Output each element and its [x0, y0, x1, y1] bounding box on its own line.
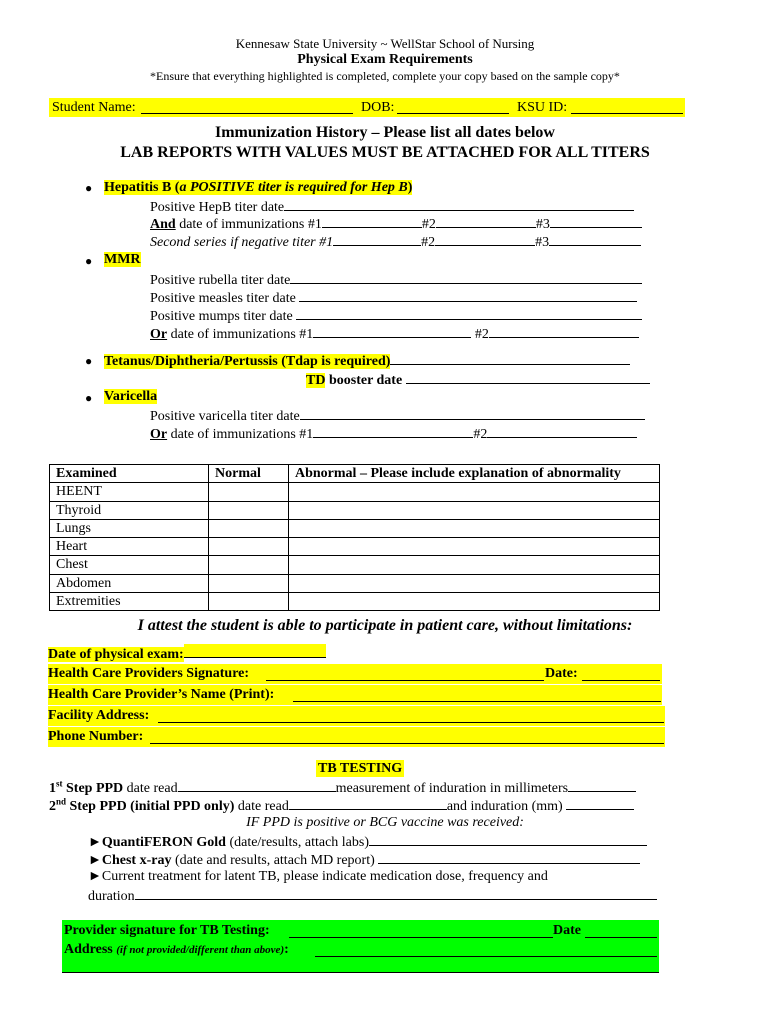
step1-read-label: date read: [123, 781, 178, 796]
provider-name-field[interactable]: [293, 701, 661, 702]
normal-cell[interactable]: [209, 556, 289, 574]
step2-label: Step PPD (initial PPD only): [66, 799, 235, 814]
hepb-imm-label: date of immunizations #1: [175, 217, 322, 232]
abnormal-cell[interactable]: [289, 556, 660, 574]
mmr-imm-row: [150, 324, 639, 343]
rubella-label: Positive rubella titer date: [150, 273, 291, 288]
mmr-imm2-label: #2: [474, 327, 489, 342]
hepb-imm-row: [150, 214, 642, 233]
date-exam-row: [48, 644, 326, 664]
varicella-label: Varicella: [104, 389, 158, 404]
hepb-note: a POSITIVE titer is required for Hep B: [179, 180, 408, 195]
institution-name: Kennesaw State University ~ WellStar School of Nursing: [235, 36, 535, 51]
student-name-field[interactable]: [141, 98, 353, 114]
phone-label: Phone Number:: [48, 729, 144, 744]
td-booster-label: booster date: [325, 373, 403, 388]
hepb-second-row: [150, 232, 641, 251]
varicella-titer-row: [150, 406, 645, 425]
page-title: Physical Exam Requirements: [297, 52, 473, 67]
duration-label: duration: [88, 889, 135, 904]
phone-row: [48, 727, 665, 747]
header-abnormal: Abnormal – Please include explanation of abnormality: [289, 465, 660, 483]
xray-field[interactable]: [378, 850, 640, 864]
quantiferon-label: ►QuantiFERON Gold: [88, 835, 226, 850]
mmr-mumps-row: [150, 306, 642, 325]
step2-ind-label: and induration (mm): [446, 799, 563, 814]
row-label: Heart: [50, 538, 209, 556]
bullet-icon: ●: [85, 354, 93, 368]
tb-title: TB TESTING: [318, 761, 403, 776]
quantiferon-field[interactable]: [369, 832, 647, 846]
hepb-second2-field[interactable]: [435, 232, 535, 246]
immunization-title: Immunization History – Please list all dates below: [215, 124, 555, 141]
tb-provider-box: [62, 920, 659, 973]
abnormal-cell[interactable]: [289, 593, 660, 611]
hepb-imm1-field[interactable]: [322, 214, 422, 228]
mmr-or: Or: [150, 327, 168, 342]
signature-date-label: Date:: [545, 666, 578, 681]
measles-label: Positive measles titer date: [150, 291, 296, 306]
hepb-label: Hepatitis B (a POSITIVE titer is required for Hep B): [104, 180, 413, 195]
tb-address-field-2[interactable]: [62, 957, 659, 973]
row-label: Extremities: [50, 593, 209, 611]
quantiferon-note: (date/results, attach labs): [225, 835, 369, 850]
header-examined: Examined: [50, 465, 209, 483]
step1-label: Step PPD: [62, 781, 124, 796]
hepb-heading: [104, 179, 412, 196]
ppd-note: IF PPD is positive or BCG vaccine was received:: [246, 815, 524, 830]
table-row: [50, 538, 660, 556]
step2-ind-field[interactable]: [566, 796, 634, 810]
mmr-imm2-field[interactable]: [489, 324, 639, 338]
tb-date-field[interactable]: [585, 922, 657, 938]
dob-field[interactable]: [397, 98, 509, 114]
signature-field[interactable]: [266, 680, 544, 681]
dob-label: DOB:: [361, 100, 395, 115]
tb-date-label: Date: [553, 923, 581, 938]
mumps-label: Positive mumps titer date: [150, 309, 293, 324]
step1-meas-label: measurement of induration in millimeters: [335, 781, 569, 796]
row-label: Thyroid: [50, 501, 209, 519]
instructions-note: *Ensure that everything highlighted is completed, complete your copy based on the sample copy*: [150, 69, 620, 83]
tdap-field[interactable]: [390, 351, 630, 365]
duration-field[interactable]: [135, 886, 657, 900]
td-booster-field[interactable]: [406, 370, 650, 384]
header-normal: Normal: [209, 465, 289, 483]
duration-row: [88, 886, 657, 905]
row-label: Abdomen: [50, 574, 209, 592]
row-label: Lungs: [50, 519, 209, 537]
mmr-rubella-row: [150, 270, 642, 289]
normal-cell[interactable]: [209, 519, 289, 537]
normal-cell[interactable]: [209, 593, 289, 611]
student-name-label: Student Name:: [52, 100, 136, 115]
hepb-imm2-field[interactable]: [436, 214, 536, 228]
step1-date-field[interactable]: [178, 778, 336, 792]
current-treatment-row: [88, 868, 548, 885]
exam-table: [49, 464, 660, 611]
td-booster-row: [306, 370, 650, 389]
immunization-subtitle: LAB REPORTS WITH VALUES MUST BE ATTACHED FOR ALL TITERS: [120, 144, 650, 161]
abnormal-cell[interactable]: [289, 538, 660, 556]
step2-num: 2: [49, 799, 56, 814]
abnormal-cell[interactable]: [289, 519, 660, 537]
varicella-or: Or: [150, 427, 168, 442]
table-row: [50, 483, 660, 501]
step2-date-field[interactable]: [289, 796, 447, 810]
quantiferon-row: [88, 832, 647, 851]
tb-signature-field[interactable]: [289, 922, 553, 938]
step1-meas-field[interactable]: [568, 778, 636, 792]
hepb-imm3-label: #3: [535, 217, 550, 232]
attest-statement: I attest the student is able to participate in patient care, without limitations:: [137, 617, 633, 634]
facility-row: [48, 706, 665, 726]
signature-row: [48, 664, 662, 684]
abnormal-cell[interactable]: [289, 483, 660, 501]
hepb-imm2-label: #2: [421, 217, 436, 232]
date-exam-label: Date of physical exam:: [48, 647, 184, 662]
row-label: HEENT: [50, 483, 209, 501]
ksu-id-label: KSU ID:: [517, 100, 568, 115]
mmr-label: MMR: [104, 252, 141, 267]
step2-read-label: date read: [234, 799, 289, 814]
varicella-imm1-field[interactable]: [313, 424, 473, 438]
normal-cell[interactable]: [209, 501, 289, 519]
hepb-second1-field[interactable]: [333, 232, 421, 246]
tb-address-note: (if not provided/different than above): [116, 944, 285, 956]
student-info-bar: [49, 98, 685, 117]
ksu-id-field[interactable]: [571, 98, 683, 114]
table-row: [50, 556, 660, 574]
hepb-second3-field[interactable]: [549, 232, 641, 246]
xray-label: ►Chest x-ray: [88, 853, 172, 868]
mumps-field[interactable]: [296, 306, 642, 320]
tdap-label: Tetanus/Diphtheria/Pertussis (Tdap is required): [104, 354, 391, 369]
tb-step2-row: [49, 796, 634, 815]
mmr-imm-label: date of immunizations #1: [167, 327, 314, 342]
hepb-second2-label: #2: [421, 235, 436, 250]
td-label: TD: [306, 373, 326, 388]
xray-row: [88, 850, 640, 869]
tb-address-label: Address: [64, 942, 113, 957]
varicella-titer-field[interactable]: [300, 406, 645, 420]
row-label: Chest: [50, 556, 209, 574]
hepb-titer-field[interactable]: [284, 197, 634, 211]
tb-address-colon: :: [284, 942, 289, 957]
step1-sup: st: [56, 778, 63, 789]
normal-cell[interactable]: [209, 574, 289, 592]
measles-field[interactable]: [299, 288, 637, 302]
table-header-row: [50, 465, 660, 483]
bullet-icon: ●: [85, 391, 93, 405]
tb-signature-label: Provider signature for TB Testing:: [64, 923, 270, 938]
hepb-second-label: Second series if negative titer #1: [150, 235, 334, 250]
varicella-imm-label: date of immunizations #1: [167, 427, 314, 442]
step1-num: 1: [49, 781, 56, 796]
table-row: [50, 501, 660, 519]
varicella-heading: [104, 388, 157, 405]
hepb-and: And: [150, 217, 176, 232]
current-treatment-label: ►Current treatment for latent TB, please indicate medication dose, frequency and: [88, 869, 548, 884]
tb-step1-row: [49, 778, 636, 797]
mmr-imm1-field[interactable]: [313, 324, 471, 338]
varicella-imm2-label: #2: [473, 427, 488, 442]
phone-field[interactable]: [150, 743, 664, 744]
normal-cell[interactable]: [209, 538, 289, 556]
xray-note: (date and results, attach MD report): [171, 853, 375, 868]
rubella-field[interactable]: [290, 270, 642, 284]
date-exam-field[interactable]: [184, 644, 326, 658]
facility-field[interactable]: [158, 722, 664, 723]
mmr-heading: [104, 251, 141, 268]
table-row: [50, 519, 660, 537]
bullet-icon: ●: [85, 181, 93, 195]
tb-address-field[interactable]: [315, 941, 657, 957]
provider-name-row: [48, 685, 662, 705]
hepb-titer-label: Positive HepB titer date: [150, 200, 285, 215]
hepb-second3-label: #3: [535, 235, 550, 250]
table-row: [50, 593, 660, 611]
tdap-row: [104, 351, 630, 370]
facility-label: Facility Address:: [48, 708, 150, 723]
mmr-measles-row: [150, 288, 637, 307]
step2-sup: nd: [56, 796, 67, 807]
table-row: [50, 574, 660, 592]
hepb-imm3-field[interactable]: [550, 214, 642, 228]
provider-name-label: Health Care Provider’s Name (Print):: [48, 687, 275, 702]
varicella-imm2-field[interactable]: [487, 424, 637, 438]
signature-label: Health Care Providers Signature:: [48, 666, 250, 681]
abnormal-cell[interactable]: [289, 574, 660, 592]
signature-date-field[interactable]: [582, 680, 660, 681]
abnormal-cell[interactable]: [289, 501, 660, 519]
varicella-imm-row: [150, 424, 637, 443]
normal-cell[interactable]: [209, 483, 289, 501]
varicella-titer-label: Positive varicella titer date: [150, 409, 300, 424]
bullet-icon: ●: [85, 254, 93, 268]
